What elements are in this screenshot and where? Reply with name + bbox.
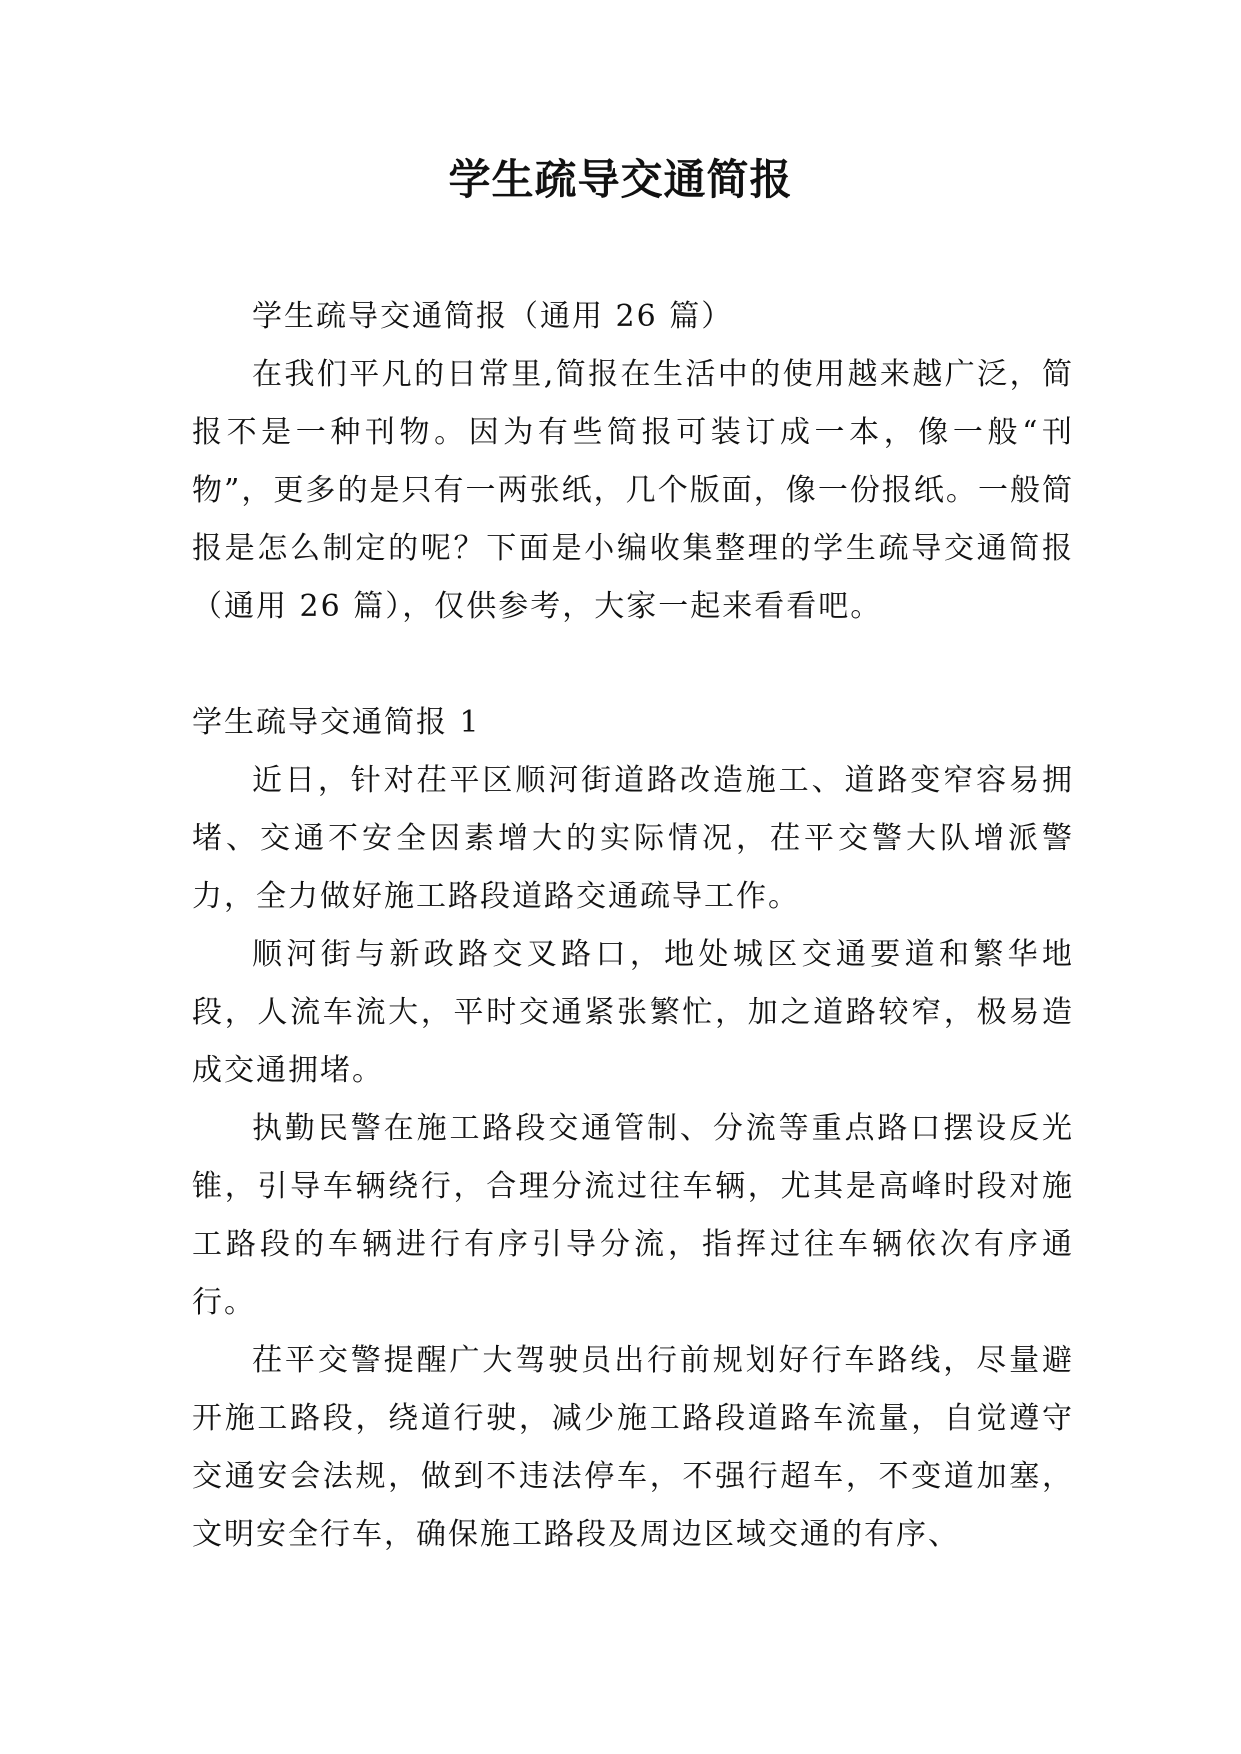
body-paragraph-1: 近日，针对茌平区顺河街道路改造施工、道路变窄容易拥堵、交通不安全因素增大的实际情况，茌平交警大队增派警力，全力做好施工路段道路交通疏导工作。	[192, 763, 1074, 914]
section-heading: 学生疏导交通简报 1	[192, 705, 481, 740]
body-paragraph-2: 顺河街与新政路交叉路口，地处城区交通要道和繁华地段，人流车流大，平时交通紧张繁忙，加之道路较窄，极易造成交通拥堵。	[192, 937, 1074, 1088]
body-paragraph-4: 茌平交警提醒广大驾驶员出行前规划好行车路线，尽量避开施工路段，绕道行驶，减少施工路段道路车流量，自觉遵守交通安会法规，做到不违法停车，不强行超车，不变道加塞，文明安全行车，确保施工路段及周边区域交通的有序、	[192, 1343, 1074, 1552]
document-body	[192, 288, 1074, 1564]
body-paragraph-3: 执勤民警在施工路段交通管制、分流等重点路口摆设反光锥，引导车辆绕行，合理分流过往车辆，尤其是高峰时段对施工路段的车辆进行有序引导分流，指挥过往车辆依次有序通行。	[192, 1111, 1074, 1320]
intro-paragraph: 在我们平凡的日常里,简报在生活中的使用越来越广泛，简报不是一种刊物。因为有些简报可装订成一本，像一般“刊物”，更多的是只有一两张纸，几个版面，像一份报纸。一般简报是怎么制定的呢？下面是小编收集整理的学生疏导交通简报（通用 26 篇），仅供参考，大家一起来看看吧。	[192, 357, 1074, 624]
document-subtitle: 学生疏导交通简报（通用 26 篇）	[252, 299, 734, 334]
document-title: 学生疏导交通简报	[448, 155, 793, 204]
